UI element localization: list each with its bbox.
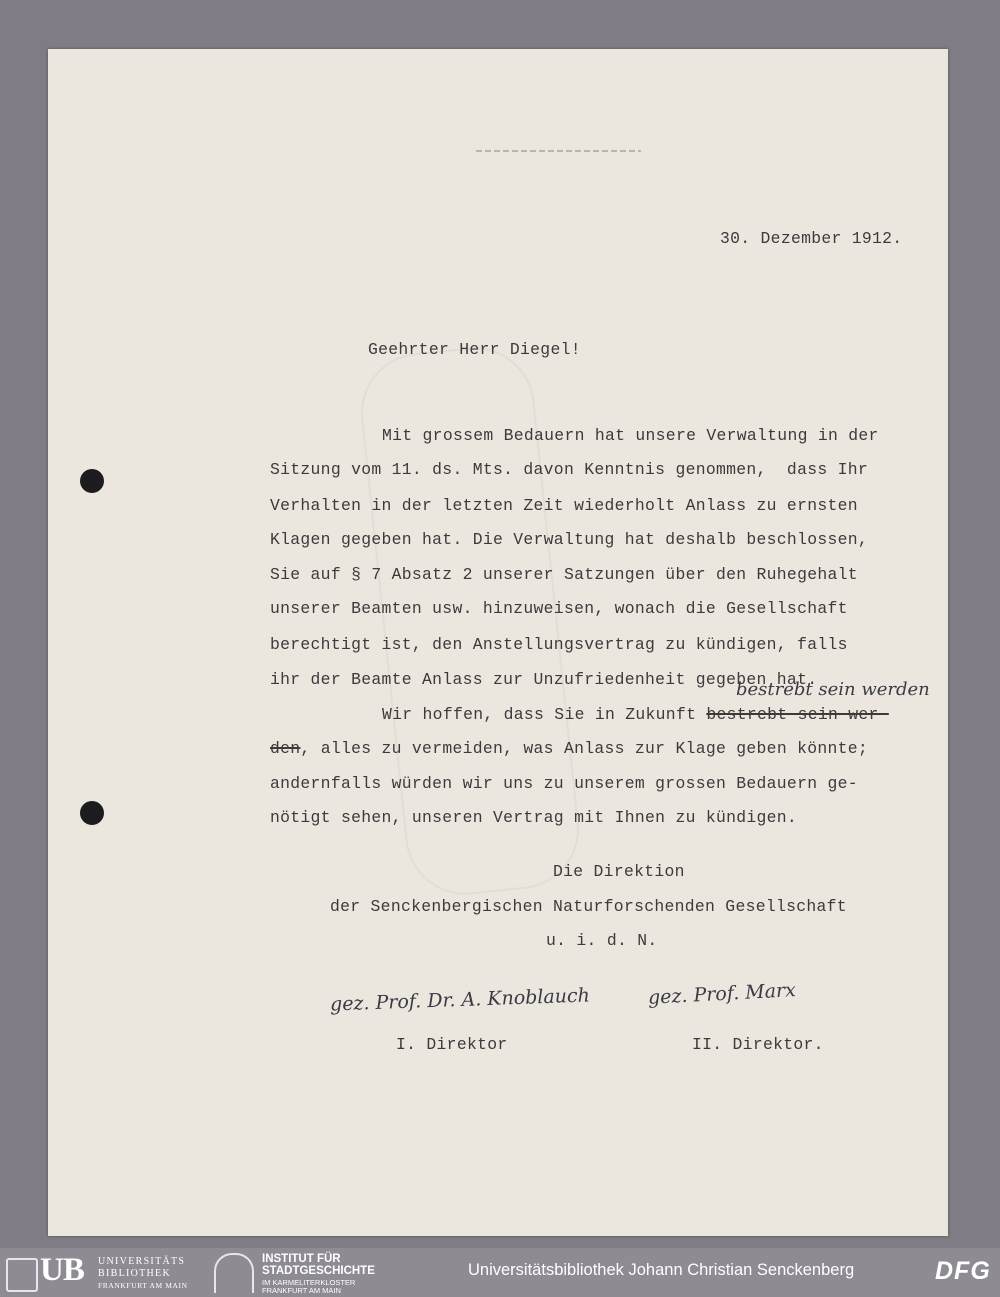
signature-left: gez. Prof. Dr. A. Knoblauch: [329, 984, 591, 1016]
salutation: Geehrter Herr Diegel!: [368, 340, 581, 359]
body-line-8: ihr der Beamte Anlass zur Unzufriedenheit gegeben hat.: [270, 670, 818, 689]
letter-page: [48, 49, 948, 1236]
body-line-6: unserer Beamten usw. hinzuweisen, wonach die Gesellschaft: [270, 599, 848, 618]
ub-logo[interactable]: [6, 1252, 201, 1291]
ub-line-1: UNIVERSITÄTS: [98, 1256, 186, 1267]
ub-line-2: BIBLIOTHEK: [98, 1268, 171, 1279]
body-line-9-text: Wir hoffen, dass Sie in Zukunft: [382, 705, 707, 724]
faint-pencil-mark: [476, 150, 641, 152]
title-first-director: I. Direktor: [396, 1035, 508, 1054]
struck-text-continued: den: [270, 739, 301, 758]
body-line-12: nötigt sehen, unseren Vertrag mit Ihnen zu kündigen.: [270, 808, 798, 827]
ub-letters: UB: [40, 1252, 84, 1288]
title-second-director: II. Direktor.: [692, 1035, 824, 1054]
body-line-4: Klagen gegeben hat. Die Verwaltung hat deshalb beschlossen,: [270, 530, 869, 549]
isg-logo[interactable]: [214, 1253, 414, 1293]
body-line-2: Sitzung vom 11. ds. Mts. davon Kenntnis genommen, dass Ihr: [270, 460, 869, 479]
body-line-11: andernfalls würden wir uns zu unserem grossen Bedauern ge-: [270, 774, 858, 793]
punch-hole-bottom: [80, 801, 104, 825]
isg-line-4: FRANKFURT AM MAIN: [262, 1286, 341, 1295]
isg-line-2: STADTGESCHICHTE: [262, 1265, 375, 1277]
letter-date: 30. Dezember 1912.: [720, 229, 903, 248]
dfg-logo[interactable]: DFG: [935, 1257, 991, 1285]
signature-right: gez. Prof. Marx: [647, 979, 797, 1009]
closing-society: der Senckenbergischen Naturforschenden Gesellschaft: [330, 897, 847, 916]
body-line-10-text: , alles zu vermeiden, was Anlass zur Klage geben könnte;: [300, 739, 869, 758]
closing-abbreviation: u. i. d. N.: [546, 931, 658, 950]
isg-line-3: IM KARMELITERKLOSTER: [262, 1278, 356, 1287]
body-line-5: Sie auf § 7 Absatz 2 unserer Satzungen über den Ruhegehalt: [270, 565, 858, 584]
ub-line-3: FRANKFURT AM MAIN: [98, 1281, 188, 1290]
library-title-link[interactable]: Universitätsbibliothek Johann Christian Senckenberg: [468, 1261, 855, 1279]
body-line-7: berechtigt ist, den Anstellungsvertrag zu kündigen, falls: [270, 635, 848, 654]
body-line-9: [382, 705, 889, 725]
closing-direktion: Die Direktion: [553, 862, 685, 881]
body-line-3: Verhalten in der letzten Zeit wiederholt Anlass zu ernsten: [270, 496, 858, 515]
struck-text: bestrebt sein wer-: [706, 705, 889, 724]
body-line-1: Mit grossem Bedauern hat unsere Verwaltung in der: [382, 426, 879, 445]
handwritten-correction: bestrebt sein werden: [736, 679, 930, 700]
isg-line-1: INSTITUT FÜR: [262, 1253, 341, 1265]
arch-icon: [214, 1253, 254, 1293]
ub-seal-icon: [6, 1258, 38, 1292]
footer-bar: [0, 1248, 1000, 1297]
punch-hole-top: [80, 469, 104, 493]
body-line-10: [270, 739, 868, 759]
